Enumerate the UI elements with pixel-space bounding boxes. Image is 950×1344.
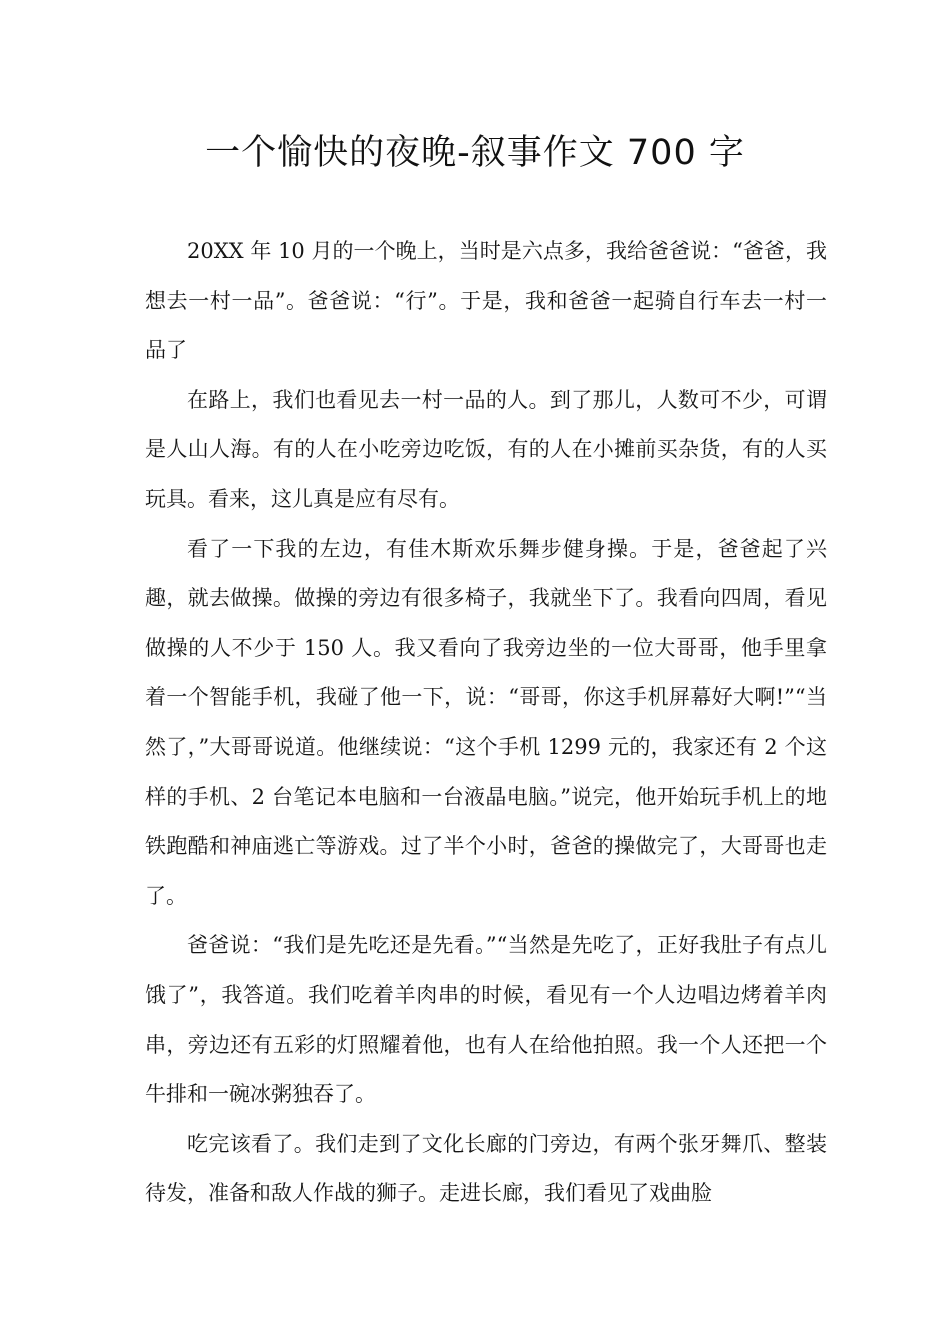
paragraph: 在路上，我们也看见去一村一品的人。到了那儿，人数可不少，可谓是人山人海。有的人在小吃旁边吃饭，有的人在小摊前买杂货，有的人买玩具。看来，这儿真是应有尽有。 xyxy=(145,387,827,511)
paragraph: 爸爸说：“我们是先吃还是先看。”“当然是先吃了，正好我肚子有点儿饿了”，我答道。我们吃着羊肉串的时候，看见有一个人边唱边烤着羊肉串，旁边还有五彩的灯照耀着他，也有人在给他拍照。我一个人还把一个牛排和一碗冰粥独吞了。 xyxy=(145,933,827,1107)
document-body xyxy=(145,227,827,1219)
paragraph: 吃完该看了。我们走到了文化长廊的门旁边，有两个张牙舞爪、整装待发，准备和敌人作战的狮子。走进长廊，我们看见了戏曲脸 xyxy=(145,1131,827,1206)
document-title: 一个愉快的夜晚-叙事作文 700 字 xyxy=(205,133,745,173)
paragraph: 看了一下我的左边，有佳木斯欢乐舞步健身操。于是，爸爸起了兴趣，就去做操。做操的旁边有很多椅子，我就坐下了。我看向四周，看见做操的人不少于 150 人。我又看向了我旁边坐的一位大哥哥，他手里拿着一个智能手机，我碰了他一下，说：“哥哥，你这手机屏幕好大啊!”“当然了，”大哥哥说道。他继续说：“这个手机 1299 元的，我家还有 2 个这样的手机、2 台笔记本电脑和一台液晶电脑。”说完，他开始玩手机上的地铁跑酷和神庙逃亡等游戏。过了半个小时，爸爸的操做完了，大哥哥也走了。 xyxy=(145,536,827,908)
paragraph: 20XX 年 10 月的一个晚上，当时是六点多，我给爸爸说：“爸爸，我想去一村一品”。爸爸说：“行”。于是，我和爸爸一起骑自行车去一村一品了 xyxy=(145,239,827,363)
